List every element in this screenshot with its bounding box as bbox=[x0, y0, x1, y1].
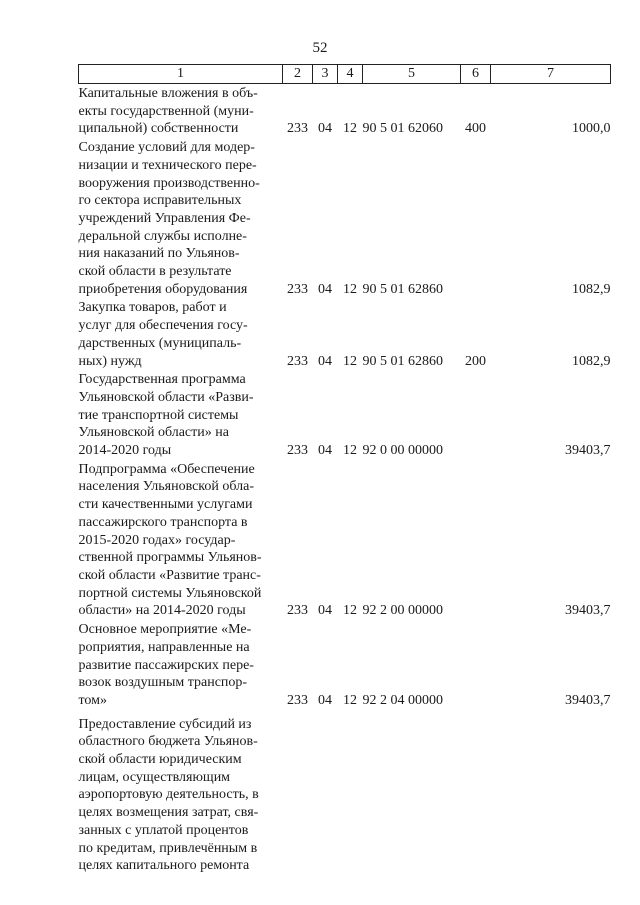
row-expense-type: 200 bbox=[465, 353, 486, 369]
description-line: вооружения производственно- bbox=[78, 175, 260, 191]
row-ministry-code: 233 bbox=[287, 353, 308, 369]
row-target-code: 92 2 04 00000 bbox=[362, 692, 443, 708]
description-line: пассажирского транспорта в bbox=[78, 514, 248, 530]
table-row bbox=[79, 460, 611, 620]
row-expense-type bbox=[461, 710, 491, 875]
description-line: ния наказаний по Ульянов- bbox=[78, 246, 240, 262]
row-target-code: 90 5 01 62860 bbox=[362, 353, 443, 369]
page-number: 52 bbox=[312, 40, 328, 56]
description-line: ской области в результате bbox=[78, 264, 232, 280]
description-line: сти качественными услугами bbox=[78, 497, 253, 513]
description-line: Основное мероприятие «Ме- bbox=[78, 622, 252, 638]
header-col-7: 7 bbox=[491, 65, 611, 84]
row-target-code: 92 0 00 00000 bbox=[362, 443, 443, 459]
description-line: деральной службы исполне- bbox=[78, 228, 247, 244]
row-target-code: 92 2 00 00000 bbox=[362, 603, 443, 619]
row-amount: 1082,9 bbox=[572, 353, 611, 369]
row-description bbox=[79, 138, 283, 298]
row-description bbox=[79, 84, 283, 139]
description-line: Капитальные вложения в объ- bbox=[78, 86, 258, 101]
header-col-4: 4 bbox=[338, 65, 363, 84]
description-line: по кредитам, привлечённым в bbox=[78, 840, 258, 856]
description-line: Закупка товаров, работ и bbox=[78, 300, 227, 316]
row-description bbox=[79, 460, 283, 620]
description-line: 2015-2020 годах» государ- bbox=[78, 532, 236, 548]
row-target-code: 90 5 01 62860 bbox=[362, 281, 443, 297]
description-line: областного бюджета Ульянов- bbox=[78, 734, 258, 750]
description-line: учреждений Управления Фе- bbox=[78, 210, 251, 226]
description-line: приобретения оборудования bbox=[78, 281, 248, 297]
row-amount: 1000,0 bbox=[572, 121, 611, 137]
row-ministry-code: 233 bbox=[287, 443, 308, 459]
row-description bbox=[79, 710, 283, 875]
row-subsection bbox=[338, 710, 363, 875]
description-line: аэропортовую деятельность, в bbox=[78, 787, 259, 803]
row-subsection: 12 bbox=[343, 603, 357, 619]
description-line: целях капитального ремонта bbox=[78, 858, 250, 874]
row-expense-type bbox=[461, 460, 491, 620]
header-col-5: 5 bbox=[363, 65, 461, 84]
row-amount bbox=[491, 710, 611, 875]
table-row bbox=[79, 298, 611, 370]
description-line: целях возмещения затрат, свя- bbox=[78, 805, 259, 821]
row-expense-type bbox=[461, 370, 491, 460]
row-amount: 39403,7 bbox=[565, 443, 611, 459]
table-row bbox=[79, 370, 611, 460]
description-line: населения Ульяновской обла- bbox=[78, 479, 255, 495]
row-ministry-code: 233 bbox=[287, 692, 308, 708]
row-ministry-code: 233 bbox=[287, 603, 308, 619]
description-line: лицам, осуществляющим bbox=[78, 769, 231, 785]
row-description bbox=[79, 370, 283, 460]
row-section: 04 bbox=[318, 692, 332, 708]
description-line: области» на 2014-2020 годы bbox=[78, 603, 246, 619]
description-line: ных) нужд bbox=[78, 353, 142, 369]
header-col-2: 2 bbox=[283, 65, 313, 84]
row-amount: 1082,9 bbox=[572, 281, 611, 297]
description-line: Создание условий для модер- bbox=[78, 140, 255, 156]
table-row bbox=[79, 710, 611, 875]
row-expense-type: 400 bbox=[465, 121, 486, 137]
row-subsection: 12 bbox=[343, 281, 357, 297]
row-amount: 39403,7 bbox=[565, 692, 611, 708]
description-line: Предоставление субсидий из bbox=[78, 716, 252, 732]
row-section bbox=[313, 710, 338, 875]
description-line: ственной программы Ульянов- bbox=[78, 550, 262, 566]
description-line: занных с уплатой процентов bbox=[78, 822, 249, 838]
row-ministry-code: 233 bbox=[287, 121, 308, 137]
description-line: низации и технического пере- bbox=[78, 157, 257, 173]
header-col-3: 3 bbox=[313, 65, 338, 84]
row-expense-type bbox=[461, 620, 491, 710]
budget-table bbox=[78, 64, 611, 875]
description-line: Ульяновской области «Разви- bbox=[78, 389, 254, 405]
description-line: Ульяновской области» на bbox=[78, 425, 229, 441]
description-line: ской области юридическим bbox=[78, 752, 242, 768]
description-line: Государственная программа bbox=[78, 372, 246, 388]
description-line: ской области «Развитие транс- bbox=[78, 567, 261, 583]
description-line: развитие пассажирских пере- bbox=[78, 657, 254, 673]
header-col-6: 6 bbox=[461, 65, 491, 84]
description-line: возок воздушным транспор- bbox=[78, 675, 248, 691]
description-line: дарственных (муниципаль- bbox=[78, 335, 242, 351]
header-col-1: 1 bbox=[79, 65, 283, 84]
row-ministry-code: 233 bbox=[287, 281, 308, 297]
row-section: 04 bbox=[318, 121, 332, 137]
description-line: том» bbox=[78, 692, 108, 708]
row-subsection: 12 bbox=[343, 121, 357, 137]
description-line: тие транспортной системы bbox=[78, 407, 239, 423]
row-subsection: 12 bbox=[343, 443, 357, 459]
row-section: 04 bbox=[318, 443, 332, 459]
description-line: услуг для обеспечения госу- bbox=[78, 318, 248, 334]
row-section: 04 bbox=[318, 353, 332, 369]
description-line: ципальной) собственности bbox=[78, 121, 239, 137]
description-line: Подпрограмма «Обеспечение bbox=[78, 461, 255, 477]
table-header-row bbox=[79, 65, 611, 84]
description-line: екты государственной (муни- bbox=[78, 103, 254, 119]
row-expense-type bbox=[461, 138, 491, 298]
row-target-code: 90 5 01 62060 bbox=[362, 121, 443, 137]
row-target-code bbox=[363, 710, 461, 875]
table-row bbox=[79, 620, 611, 710]
row-amount: 39403,7 bbox=[565, 603, 611, 619]
row-section: 04 bbox=[318, 281, 332, 297]
table-row bbox=[79, 138, 611, 298]
description-line: го сектора исправительных bbox=[78, 193, 242, 209]
row-ministry-code bbox=[283, 710, 313, 875]
row-section: 04 bbox=[318, 603, 332, 619]
row-subsection: 12 bbox=[343, 353, 357, 369]
description-line: 2014-2020 годы bbox=[78, 443, 172, 459]
row-subsection: 12 bbox=[343, 692, 357, 708]
description-line: роприятия, направленные на bbox=[78, 639, 250, 655]
table-row bbox=[79, 84, 611, 139]
row-description bbox=[79, 298, 283, 370]
description-line: портной системы Ульяновской bbox=[78, 585, 262, 601]
row-description bbox=[79, 620, 283, 710]
